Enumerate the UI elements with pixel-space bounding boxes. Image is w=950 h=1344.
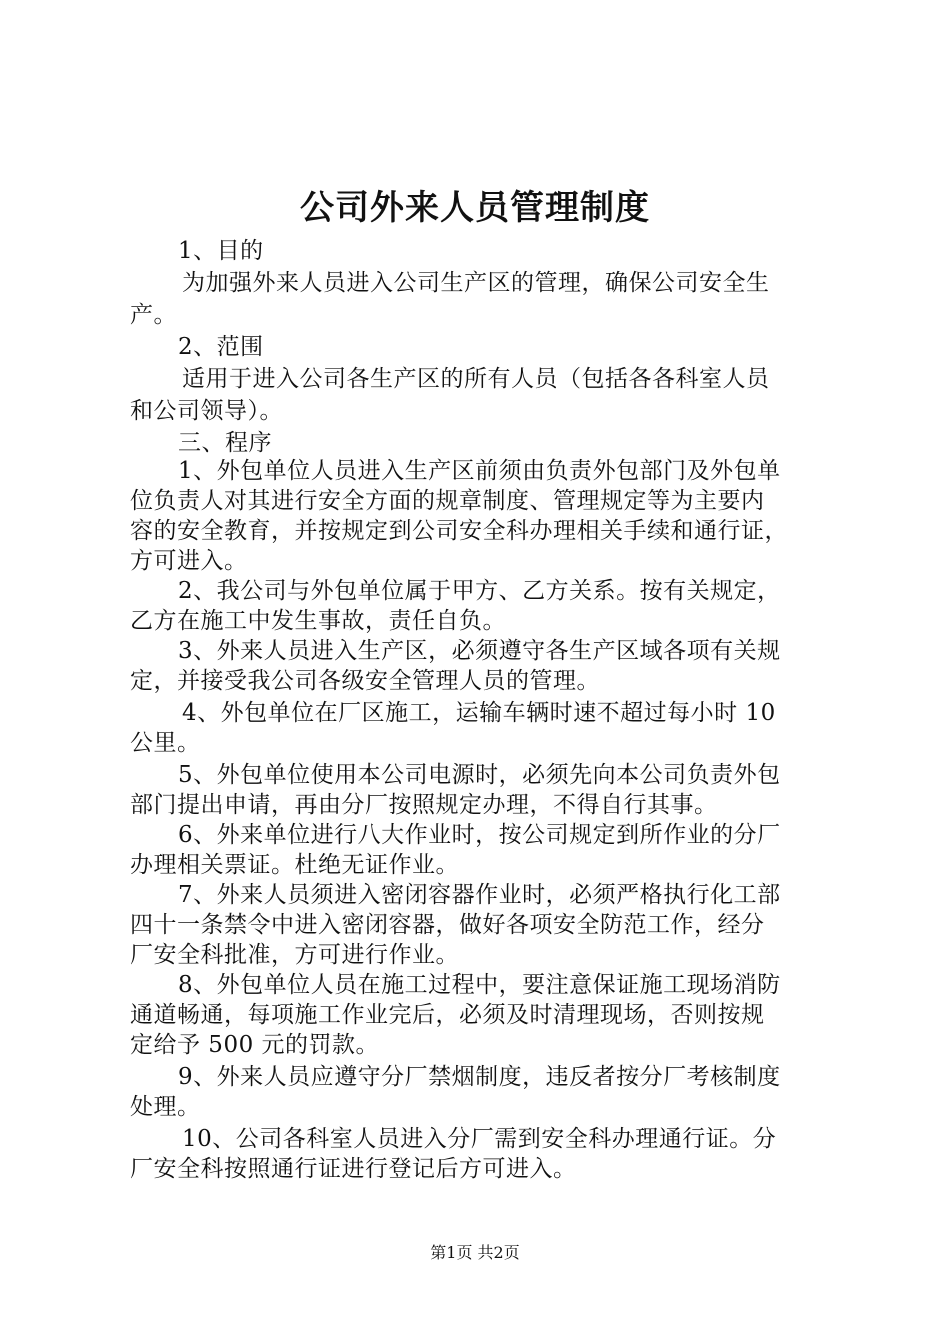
text-line: 10、公司各科室人员进入分厂需到安全科办理通行证。分 bbox=[182, 1126, 777, 1152]
text-line: 乙方在施工中发生事故，责任自负。 bbox=[130, 608, 506, 634]
text-line: 4、外包单位在厂区施工，运输车辆时速不超过每小时 10 bbox=[182, 700, 776, 726]
text-line: 三、程序 bbox=[178, 430, 272, 456]
text-line: 适用于进入公司各生产区的所有人员（包括各各科室人员 bbox=[182, 366, 770, 392]
text-line: 2、范围 bbox=[178, 334, 264, 360]
text-line: 定给予 500 元的罚款。 bbox=[130, 1032, 380, 1058]
text-line: 方可进入。 bbox=[130, 548, 248, 574]
text-line: 办理相关票证。杜绝无证作业。 bbox=[130, 852, 459, 878]
text-line: 位负责人对其进行安全方面的规章制度、管理规定等为主要内 bbox=[130, 488, 765, 514]
text-line: 9、外来人员应遵守分厂禁烟制度，违反者按分厂考核制度 bbox=[178, 1064, 781, 1090]
text-line: 处理。 bbox=[130, 1094, 201, 1120]
text-line: 3、外来人员进入生产区，必须遵守各生产区域各项有关规 bbox=[178, 638, 781, 664]
text-line: 容的安全教育，并按规定到公司安全科办理相关手续和通行证， bbox=[130, 518, 788, 544]
text-line: 6、外来单位进行八大作业时，按公司规定到所作业的分厂 bbox=[178, 822, 781, 848]
text-line: 四十一条禁令中进入密闭容器，做好各项安全防范工作，经分 bbox=[130, 912, 765, 938]
document-title: 公司外来人员管理制度 bbox=[300, 188, 650, 228]
text-line: 产。 bbox=[130, 302, 177, 328]
text-line: 厂安全科按照通行证进行登记后方可进入。 bbox=[130, 1156, 577, 1182]
text-line: 部门提出申请，再由分厂按照规定办理，不得自行其事。 bbox=[130, 792, 718, 818]
text-line: 厂安全科批准，方可进行作业。 bbox=[130, 942, 459, 968]
text-line: 1、目的 bbox=[178, 238, 264, 264]
text-line: 2、我公司与外包单位属于甲方、乙方关系。按有关规定， bbox=[178, 578, 781, 604]
text-line: 为加强外来人员进入公司生产区的管理，确保公司安全生 bbox=[182, 270, 770, 296]
text-line: 1、外包单位人员进入生产区前须由负责外包部门及外包单 bbox=[178, 458, 781, 484]
text-line: 公里。 bbox=[130, 730, 201, 756]
text-line: 8、外包单位人员在施工过程中，要注意保证施工现场消防 bbox=[178, 972, 781, 998]
text-line: 定，并接受我公司各级安全管理人员的管理。 bbox=[130, 668, 600, 694]
text-line: 5、外包单位使用本公司电源时，必须先向本公司负责外包 bbox=[178, 762, 781, 788]
page-number-footer: 第1页 共2页 bbox=[430, 1243, 520, 1262]
text-line: 7、外来人员须进入密闭容器作业时，必须严格执行化工部 bbox=[178, 882, 781, 908]
text-line: 通道畅通，每项施工作业完后，必须及时清理现场，否则按规 bbox=[130, 1002, 765, 1028]
text-line: 和公司领导）。 bbox=[130, 398, 283, 424]
